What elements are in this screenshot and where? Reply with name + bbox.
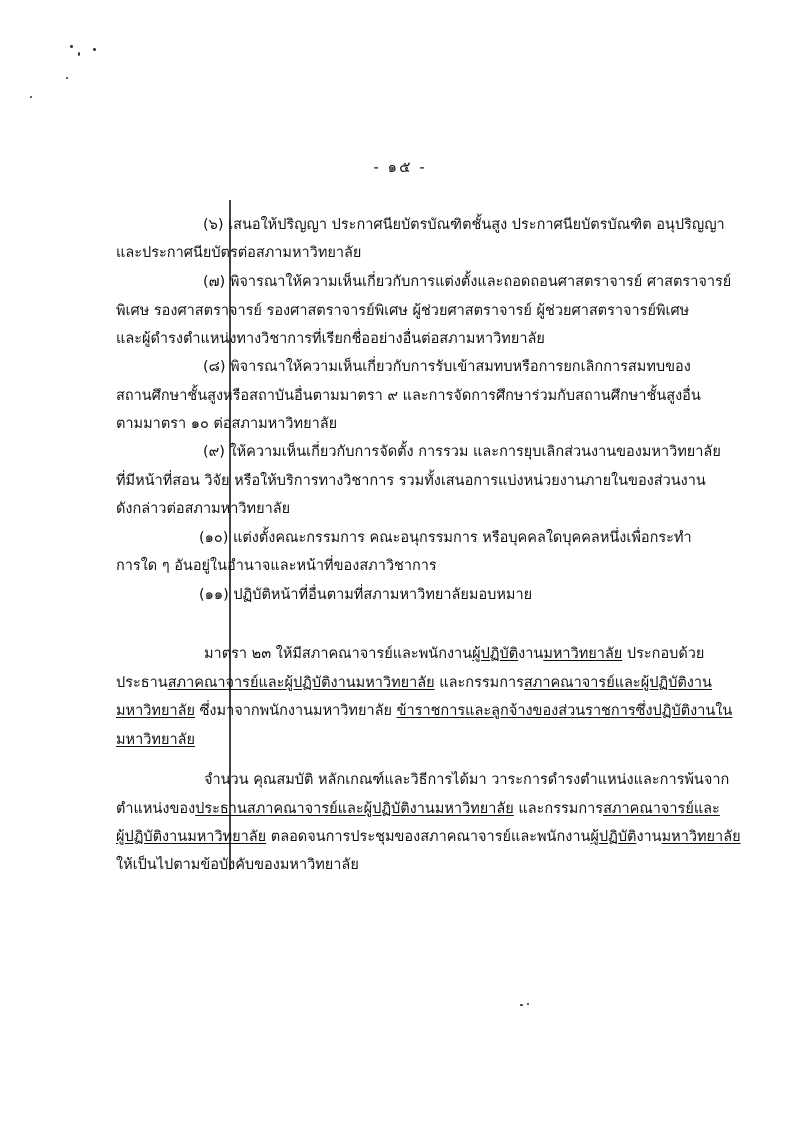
item-text: ปฏิบัติหน้าที่อื่นตามที่สภามหาวิทยาลัยมอบหมาย <box>233 587 533 603</box>
amended-text: ผู้ปฏิบัติงานมหาวิทยาลัย <box>116 829 267 845</box>
item-text: เสนอให้ปริญญา ประกาศนียบัตรบัณฑิตชั้นสูง ประกาศนียบัตรบัณฑิต อนุปริญญา <box>228 217 725 233</box>
item-6-line-2: และประกาศนียบัตรต่อสภามหาวิทยาลัย <box>116 245 362 261</box>
amended-text: มหาวิทยาลัย <box>661 829 741 845</box>
item-text: พิจารณาให้ความเห็นเกี่ยวกับการแต่งตั้งและถอดถอนศาสตราจารย์ ศาสตราจารย์ <box>229 274 732 290</box>
section-23-text: มาตรา ๒๓ ให้มีสภาคณาจารย์และพนักงาน <box>204 646 473 662</box>
item-text: แต่งตั้งคณะกรรมการ คณะอนุกรรมการ หรือบุคคลใดบุคคลหนึ่งเพื่อกระทำ <box>232 530 692 546</box>
section-23-line-1 <box>204 644 704 664</box>
item-10-line-2: การใด ๆ อันอยู่ในอำนาจและหน้าที่ของสภาวิชาการ <box>116 558 437 574</box>
scan-speck <box>520 1004 523 1006</box>
section-23-line-2 <box>116 673 712 693</box>
section-23-line-3 <box>116 701 732 721</box>
item-9-line-3: ดังกล่าวต่อสภามหาวิทยาลัย <box>116 501 291 517</box>
section-23-text: ประธาน <box>116 675 168 691</box>
page-number: - ๑๕ - <box>373 158 427 176</box>
item-number: (๑๐) <box>199 530 229 546</box>
section-23-para-2-line-2 <box>116 799 720 819</box>
section-23-text: และกรรมการ <box>434 675 524 691</box>
scan-speck <box>78 52 80 56</box>
item-11-line-1 <box>199 585 532 605</box>
section-23-line-4 <box>116 730 195 750</box>
amended-text: ประธานสภาคณาจารย์และผู้ปฏิบัติงานมหาวิทยาลัย <box>195 801 514 817</box>
section-23-text: ตลอดจนการประชุมของสภาคณาจารย์และพนักงาน <box>266 829 591 845</box>
section-23-text: ซึ่งมาจากพนักงานมหาวิทยาลัย <box>194 703 397 719</box>
amended-text: สภาคณาจารย์และ <box>603 801 720 817</box>
item-number: (๙) <box>203 444 225 460</box>
item-9-line-1 <box>203 442 721 462</box>
scan-speck <box>66 77 68 79</box>
section-23-para-2-line-4: ให้เป็นไปตามข้อบังคับของมหาวิทยาลัย <box>116 857 359 873</box>
item-9-line-2: ที่มีหน้าที่สอน วิจัย หรือให้บริการทางวิชาการ รวมทั้งเสนอการแบ่งหน่วยงานภายในของส่วนงาน <box>116 473 706 489</box>
section-23-text: และกรรมการ <box>513 801 604 817</box>
section-23-text: งาน <box>636 829 662 845</box>
amended-text: ข้าราชการและลูกจ้างของส่วนราชการซึ่งปฏิบัติงานใน <box>396 703 733 719</box>
amended-text: สภาคณาจารย์และผู้ปฏิบัติงาน <box>523 675 712 691</box>
scan-speck <box>30 96 32 98</box>
item-number: (๑๑) <box>199 587 229 603</box>
item-8-line-3: ตามมาตรา ๑๐ ต่อสภามหาวิทยาลัย <box>116 416 338 432</box>
item-6-line-1 <box>203 215 725 235</box>
scan-speck <box>93 48 96 51</box>
section-23-text: ตำแหน่งของ <box>116 801 196 817</box>
item-7-line-3: และผู้ดำรงตำแหน่งทางวิชาการที่เรียกชื่ออย่างอื่นต่อสภามหาวิทยาลัย <box>116 331 545 347</box>
item-7-line-2: พิเศษ รองศาสตราจารย์ รองศาสตราจารย์พิเศษ ผู้ช่วยศาสตราจารย์ ผู้ช่วยศาสตราจารย์พิเศษ <box>116 303 690 319</box>
item-7-line-1 <box>203 272 731 292</box>
section-23-para-2-line-3 <box>116 827 741 847</box>
item-number: (๖) <box>203 217 224 233</box>
scan-speck <box>527 1003 529 1005</box>
amended-text: มหาวิทยาลัย <box>116 703 195 719</box>
item-number: (๗) <box>203 274 226 290</box>
amended-text: สภาคณาจารย์และผู้ปฏิบัติงานมหาวิทยาลัย <box>167 675 435 691</box>
item-text: พิจารณาให้ความเห็นเกี่ยวกับการรับเข้าสมทบหรือการยกเลิกการสมทบของ <box>230 359 691 375</box>
amended-text: มหาวิทยาลัย <box>116 732 195 748</box>
scan-speck <box>70 45 73 48</box>
item-number: (๘) <box>203 359 226 375</box>
section-23-text: ประกอบด้วย <box>622 646 705 662</box>
item-8-line-1 <box>203 357 691 377</box>
section-23-text: งาน <box>518 646 544 662</box>
amended-text: ผู้ปฏิบัติ <box>590 829 637 845</box>
item-8-line-2: สถานศึกษาชั้นสูงหรือสถาบันอื่นตามมาตรา ๙ และการจัดการศึกษาร่วมกับสถานศึกษาชั้นสูงอื่น <box>116 388 701 404</box>
amended-text: มหาวิทยาลัย <box>543 646 623 662</box>
section-23-para-2-line-1: จำนวน คุณสมบัติ หลักเกณฑ์และวิธีการได้มา วาระการดำรงตำแหน่งและการพ้นจาก <box>204 772 730 788</box>
item-10-line-1 <box>199 528 692 548</box>
item-text: ให้ความเห็นเกี่ยวกับการจัดตั้ง การรวม และการยุบเลิกส่วนงานของมหาวิทยาลัย <box>229 444 721 460</box>
amended-text: ผู้ปฏิบัติ <box>472 646 519 662</box>
